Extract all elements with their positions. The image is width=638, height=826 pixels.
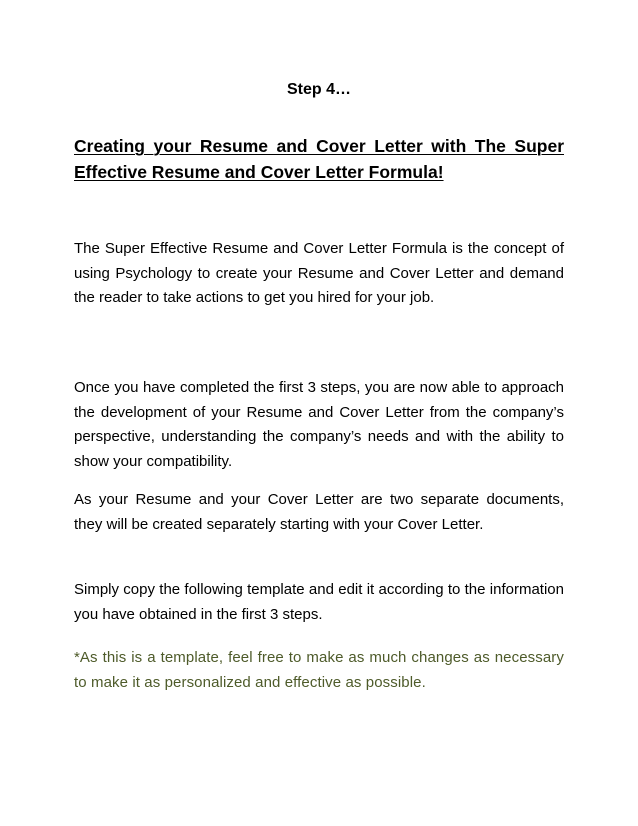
- paragraph-formula-intro: The Super Effective Resume and Cover Letter Formula is the concept of using Psychology to create your Resume and Cover Letter and demand the reader to take actions to get you hired for your job.: [74, 240, 564, 306]
- template-note: *As this is a template, feel free to make as much changes as necessary to make it as personalized and effective as possible.: [74, 649, 564, 691]
- paragraph-copy-template: Simply copy the following template and edit it according to the information you have obtained in the first 3 steps.: [74, 581, 564, 623]
- paragraph-company-perspective: Once you have completed the first 3 steps, you are now able to approach the development of your Resume and Cover Letter from the company’s perspective, understanding the company’s needs and with the ability to show your compatibility.: [74, 379, 564, 470]
- document-title: Creating your Resume and Cover Letter with The Super Effective Resume and Cover Letter Formula!: [74, 136, 564, 182]
- paragraph-separate-documents: As your Resume and your Cover Letter are two separate documents, they will be created separately starting with your Cover Letter.: [74, 491, 564, 533]
- step-heading: Step 4…: [286, 81, 351, 98]
